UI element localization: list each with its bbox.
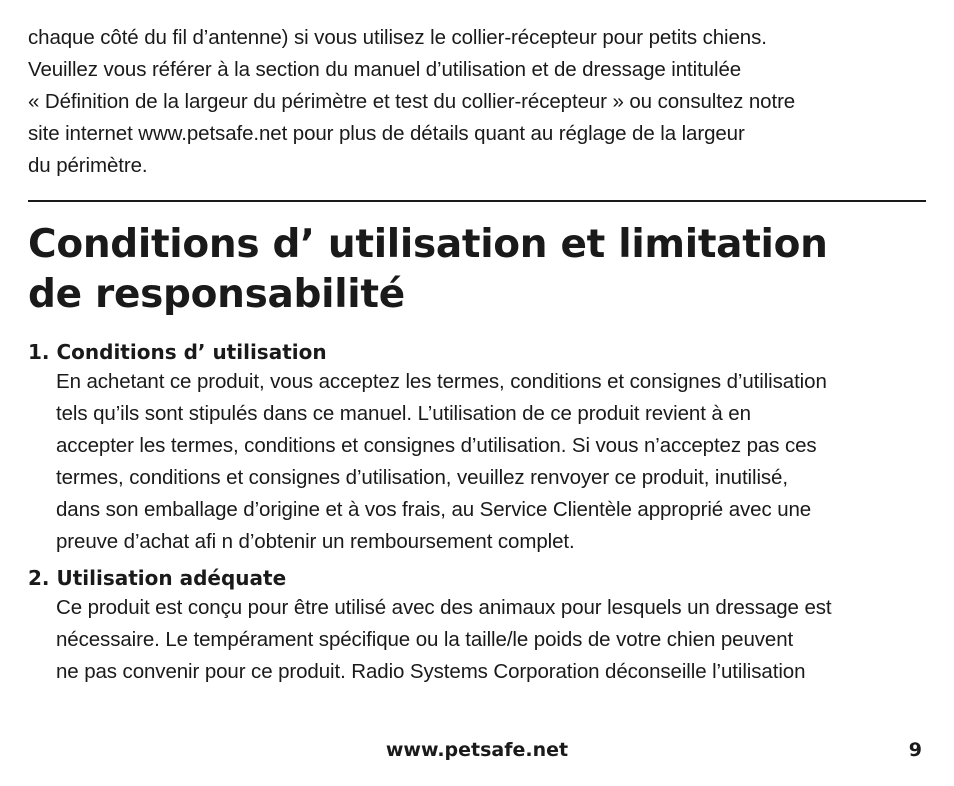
intro-line: du périmètre. [28, 154, 148, 177]
body-line: preuve d’achat afi n d’obtenir un remboursement complet. [56, 530, 575, 553]
heading-line: de responsabilité [28, 272, 405, 317]
body-line: termes, conditions et consignes d’utilisation, veuillez renvoyer ce produit, inutilisé, [56, 466, 788, 489]
section-body [56, 366, 926, 558]
document-page [28, 22, 926, 688]
intro-line: Veuillez vous référer à la section du manuel d’utilisation et de dressage intitulée [28, 58, 742, 81]
intro-line: site internet www.petsafe.net pour plus de détails quant au réglage de la largeur [28, 122, 745, 145]
body-line: Ce produit est conçu pour être utilisé avec des animaux pour lesquels un dressage est [56, 596, 832, 619]
page-heading [28, 220, 926, 320]
section-body [56, 592, 926, 688]
section-divider [28, 200, 926, 202]
heading-line: Conditions d’ utilisation et limitation [28, 222, 828, 267]
intro-line: chaque côté du fil d’antenne) si vous utilisez le collier-récepteur pour petits chiens. [28, 26, 767, 49]
body-line: ne pas convenir pour ce produit. Radio Systems Corporation déconseille l’utilisation [56, 660, 806, 683]
intro-paragraph [28, 22, 926, 182]
body-line: accepter les termes, conditions et consignes d’utilisation. Si vous n’acceptez pas ces [56, 434, 817, 457]
body-line: dans son emballage d’origine et à vos frais, au Service Clientèle approprié avec une [56, 498, 812, 521]
section-conditions [28, 338, 926, 558]
section-title: 2. Utilisation adéquate [28, 566, 287, 590]
body-line: En achetant ce produit, vous acceptez les termes, conditions et consignes d’utilisation [56, 370, 827, 393]
section-proper-use [28, 564, 926, 688]
body-line: tels qu’ils sont stipulés dans ce manuel. L’utilisation de ce produit revient à en [56, 402, 751, 425]
footer-website: www.petsafe.net [385, 739, 569, 761]
body-line: nécessaire. Le tempérament spécifique ou la taille/le poids de votre chien peuvent [56, 628, 794, 651]
intro-line: « Définition de la largeur du périmètre et test du collier-récepteur » ou consultez notre [28, 90, 796, 113]
section-title: 1. Conditions d’ utilisation [28, 340, 327, 364]
page-number: 9 [908, 739, 922, 761]
